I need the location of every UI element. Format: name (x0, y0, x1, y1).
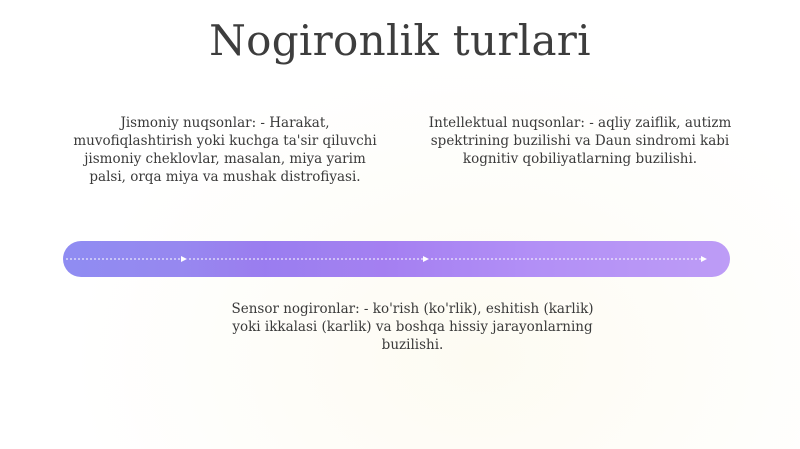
arrow-head-3-icon (701, 256, 707, 262)
card-physical-disabilities: Jismoniy nuqsonlar: - Harakat, muvofiqlashtirish yoki kuchga ta'sir qiluvchi jismoniy cheklovlar, masalan, miya yarim palsi, orqa miya va mushak distrofiyasi. (73, 115, 377, 185)
timeline-arrows (63, 241, 730, 277)
arrow-head-2-icon (423, 256, 429, 262)
timeline-bar (63, 241, 730, 277)
slide-title: Nogironlik turlari (209, 16, 591, 65)
arrow-head-1-icon (181, 256, 187, 262)
card-sensory-disabilities: Sensor nogironlar: - ko'rish (ko'rlik), eshitish (karlik) yoki ikkalasi (karlik) va boshqa hissiy jarayonlarning buzilishi. (231, 301, 594, 353)
card-intellectual-disabilities: Intellektual nuqsonlar: - aqliy zaiflik, autizm spektrining buzilishi va Daun sindromi kabi kognitiv qobiliyatlarning buzilishi. (428, 115, 732, 167)
